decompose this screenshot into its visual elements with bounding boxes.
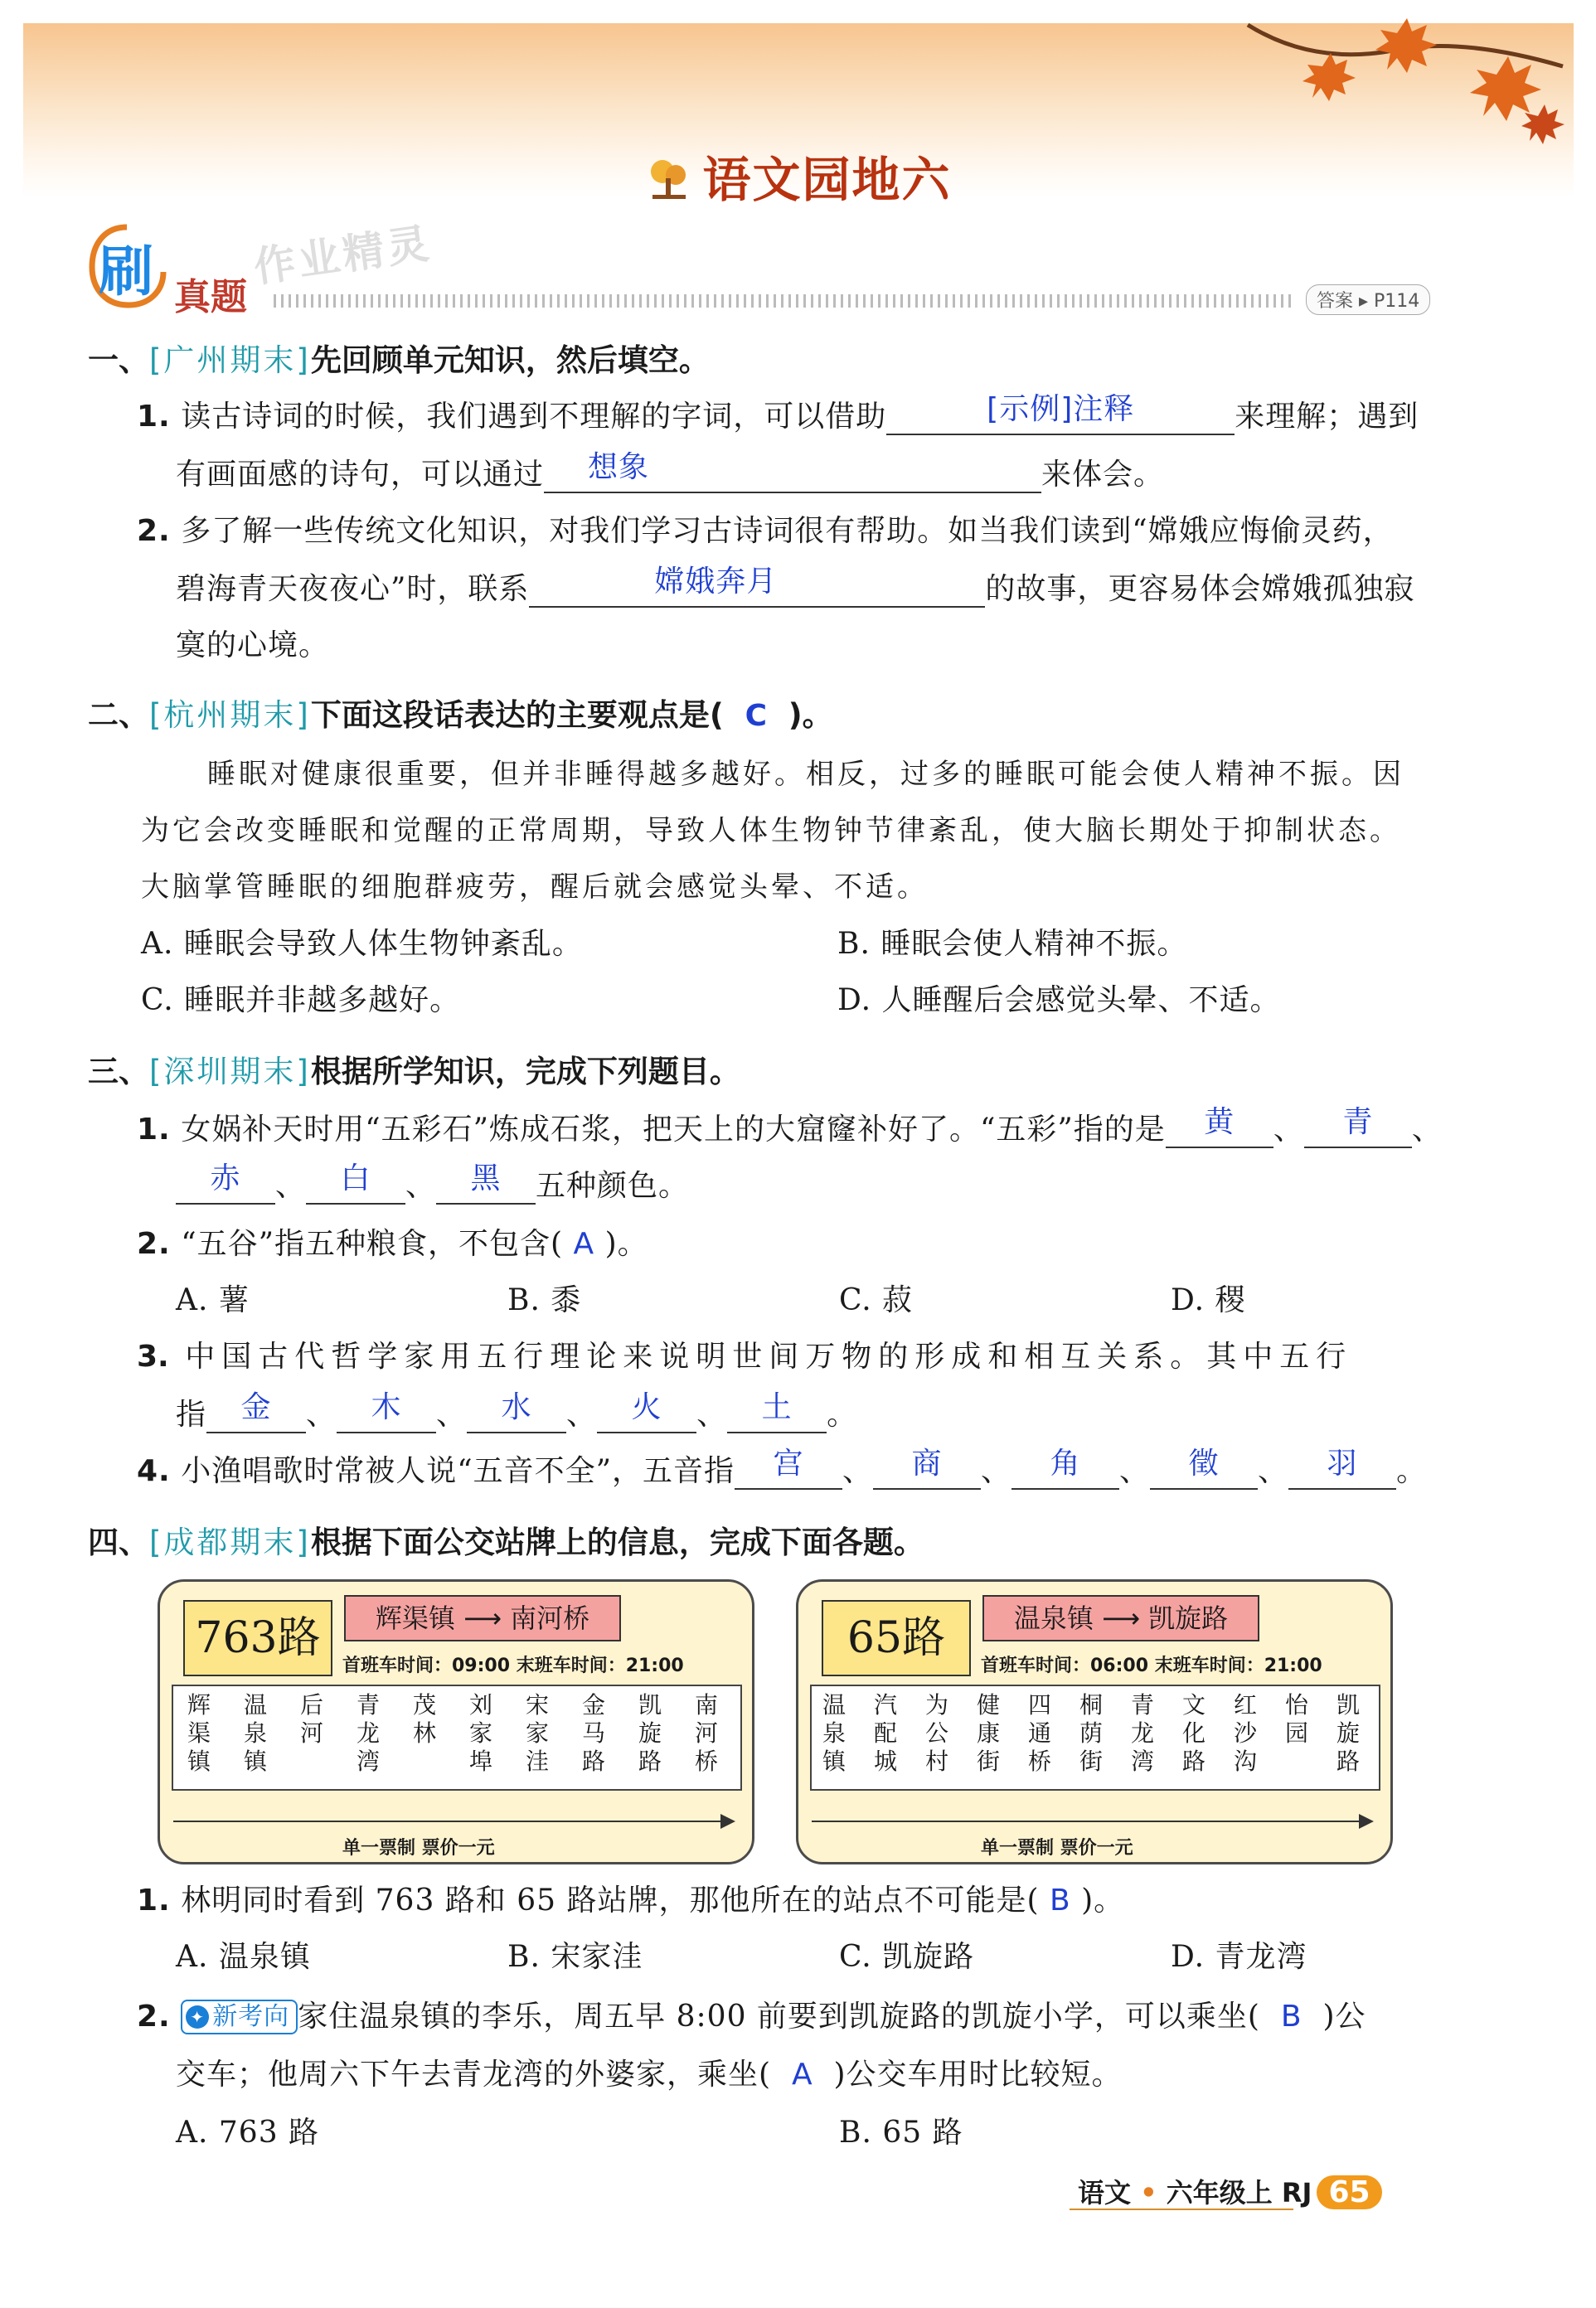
board2-stops [810,1685,1380,1791]
board2-stop: 四通桥 [1027,1691,1051,1775]
q4-item2-line1: 2. ✦ 新考向 家住温泉镇的李乐，周五早 8:00 前要到凯旋路的凯旋小学，可以乘坐( B )公 [137,2000,1366,2034]
footer-subject: 语文 [1078,2177,1132,2209]
board1-stop: 温泉镇 [243,1691,267,1775]
q1-answer-1: [示例]注释 [987,392,1135,426]
q2-paragraph-line3: 大脑掌管睡眠的细胞群疲劳，醒后就会感觉头晕、不适。 [141,870,929,904]
q3-color-2: 青 [1342,1105,1374,1139]
q2-option-a: A. 睡眠会导致人体生物钟紊乱。 [141,927,583,961]
board2-stop: 文化路 [1181,1691,1205,1775]
board2-direction: 温泉镇 ⟶ 凯旋路 [982,1595,1259,1641]
board1-ticket: 单一票制 票价一元 [342,1838,495,1859]
board2-times: 首班车时间：06:00 末班车时间：21:00 [981,1656,1322,1676]
bus-board-763 [158,1579,754,1864]
answer-page-reference: 答案 ▸ P114 [1306,284,1430,315]
page-number: 65 [1317,2175,1381,2209]
board2-stop: 健康街 [976,1691,1000,1775]
q3-element-3: 水 [501,1390,532,1424]
bus-board-65 [796,1579,1393,1864]
q2-option-d: D. 人睡醒后会感觉头晕、不适。 [837,983,1281,1017]
maple-leaves-decoration [1148,17,1579,158]
q3-item3-line1: 3. 中国古代哲学家用五行理论来说明世间万物的形成和相互关系。其中五行 [137,1340,1353,1374]
compass-icon: ✦ [186,2005,209,2029]
q4-item2-line2: 交车；他周六下午去青龙湾的外婆家，乘坐( A )公交车用时比较短。 [176,2058,1123,2092]
q4-item2-answer-1: B [1280,2000,1303,2034]
q3-element-5: 土 [761,1390,793,1424]
q3-item2-line: 2. “五谷”指五种粮食，不包含( A )。 [137,1227,648,1261]
board1-stop: 宋家洼 [525,1691,549,1775]
board2-stop: 温泉镇 [822,1691,846,1775]
page-title-text: 语文园地六 [702,152,952,208]
board2-stop: 怡园 [1284,1691,1308,1747]
board2-direction-arrow [812,1821,1361,1822]
q3-item2-option-a: A. 薯 [176,1283,250,1317]
q4-item1-option-d: D. 青龙湾 [1171,1940,1307,1974]
board1-stop: 南河桥 [694,1691,718,1775]
q3-element-1: 金 [240,1390,272,1424]
page-footer: 语文 • 六年级上 RJ 65 [1078,2172,1382,2210]
q3-tone-1: 宫 [773,1447,804,1481]
q4-heading: 四、[成都期末]根据下面公交站牌上的信息，完成下面各题。 [88,1525,924,1560]
board1-stops [172,1685,742,1791]
q2-paragraph-line2: 为它会改变睡眠和觉醒的正常周期，导致人体生物钟节律紊乱，使大脑长期处于抑制状态。 [141,814,1401,847]
q4-item1-option-c: C. 凯旋路 [839,1940,975,1974]
board2-stop: 为公村 [924,1691,948,1775]
board1-stop: 辉渠镇 [187,1691,211,1775]
q1-item2-line3: 寞的心境。 [176,628,330,662]
watermark: 作业精灵 [250,219,435,292]
q2-heading: 二、[杭州期末]下面这段话表达的主要观点是( C )。 [88,697,833,733]
board1-stop: 青龙湾 [356,1691,380,1775]
q3-item4-line: 4. 小渔唱歌时常被人说“五音不全”，五音指 宫 、 商 、 角 、 徵 、 羽 。 [137,1447,1428,1488]
q2-answer: C [745,699,767,733]
board2-route: 65路 [822,1600,971,1676]
q3-heading: 三、[深圳期末]根据所学知识，完成下列题目。 [88,1054,740,1089]
q3-element-4: 火 [631,1390,662,1424]
q3-color-3: 赤 [210,1161,241,1195]
section-badge-char: 刷 [99,240,153,303]
page-title [0,141,1596,211]
q3-color-4: 白 [340,1161,371,1195]
board2-stop: 凯旋路 [1336,1691,1360,1775]
board1-times: 首班车时间：09:00 末班车时间：21:00 [342,1656,684,1676]
board2-ticket: 单一票制 票价一元 [981,1838,1133,1859]
q3-tone-4: 徵 [1188,1447,1220,1481]
board1-stop: 茂林 [412,1691,436,1747]
q3-tone-2: 商 [911,1447,943,1481]
q2-option-c: C. 睡眠并非越多越好。 [141,983,461,1017]
q3-item3-line2: 指 金 、 木 、 水 、 火 、 土 。 [176,1390,858,1432]
q3-element-2: 木 [371,1390,402,1424]
q2-option-b: B. 睡眠会使人精神不振。 [837,927,1188,961]
board2-stop: 青龙湾 [1130,1691,1154,1775]
q4-item2-option-b: B. 65 路 [839,2116,963,2150]
q1-answer-2: 想象 [588,450,650,484]
q3-tone-5: 羽 [1327,1447,1358,1481]
q3-color-5: 黑 [470,1161,502,1195]
board2-stop: 红沙沟 [1233,1691,1257,1775]
board1-direction: 辉渠镇 ⟶ 南河桥 [344,1595,621,1641]
board1-stop: 刘家埠 [468,1691,492,1775]
board2-stop: 桐荫街 [1079,1691,1103,1775]
q1-item1-line1: 1. 读古诗词的时候，我们遇到不理解的字词，可以借助 [示例]注释 来理解；遇到 [137,392,1419,434]
q3-item2-option-b: B. 黍 [507,1283,582,1317]
q3-item1-line2: 赤 、 白 、 黑 五种颜色。 [176,1162,689,1205]
tree-icon [644,153,694,203]
board1-direction-arrow [173,1821,722,1822]
q3-item2-option-c: C. 菽 [839,1283,914,1317]
q1-item1-line2: 有画面感的诗句，可以通过 想象 来体会。 [176,450,1165,492]
board1-stop: 凯旋路 [638,1691,662,1775]
q4-item1-line: 1. 林明同时看到 763 路和 65 路站牌，那他所在的站点不可能是( B )。 [137,1884,1125,1918]
q1-item2-line1: 2. 多了解一些传统文化知识，对我们学习古诗词很有帮助。如当我们读到“嫦娥应悔偷灵药， [137,514,1394,548]
q3-item2-option-d: D. 稷 [1171,1283,1246,1317]
q2-paragraph-line1: 睡眠对健康很重要，但并非睡得越多越好。相反，过多的睡眠可能会使人精神不振。因 [207,758,1404,791]
q4-item2-answer-2: A [791,2058,813,2092]
board1-stop: 金马路 [581,1691,605,1775]
q3-item2-answer: A [573,1227,595,1261]
new-direction-tag: ✦ 新考向 [181,2000,298,2034]
board2-stop: 汽配城 [873,1691,897,1775]
q1-item2-line2: 碧海青天夜夜心”时，联系 嫦娥奔月 的故事，更容易体会嫦娥孤独寂 [176,565,1415,606]
q3-tone-3: 角 [1050,1447,1081,1481]
footer-underline [1070,2209,1293,2210]
q3-item1-line1: 1. 女娲补天时用“五彩石”炼成石浆，把天上的大窟窿补好了。“五彩”指的是 黄 、 青 、 [137,1105,1443,1147]
board1-arrowhead [720,1814,735,1829]
board1-route: 763路 [183,1600,332,1676]
footer-grade: 六年级上 RJ [1166,2177,1312,2209]
board2-arrowhead [1359,1814,1374,1829]
q4-item1-option-a: A. 温泉镇 [176,1940,311,1974]
q4-item2-option-a: A. 763 路 [176,2116,320,2150]
q4-item1-option-b: B. 宋家洼 [507,1940,643,1974]
board1-stop: 后河 [299,1691,323,1747]
section-badge-icon [87,222,167,308]
q1-heading: 一、[广州期末]先回顾单元知识，然后填空。 [88,342,710,378]
header-divider [274,294,1293,308]
section-label: 真题 [174,276,247,318]
q4-item1-answer: B [1049,1884,1071,1918]
q1-answer-3: 嫦娥奔月 [654,565,778,599]
q3-color-1: 黄 [1204,1105,1235,1139]
